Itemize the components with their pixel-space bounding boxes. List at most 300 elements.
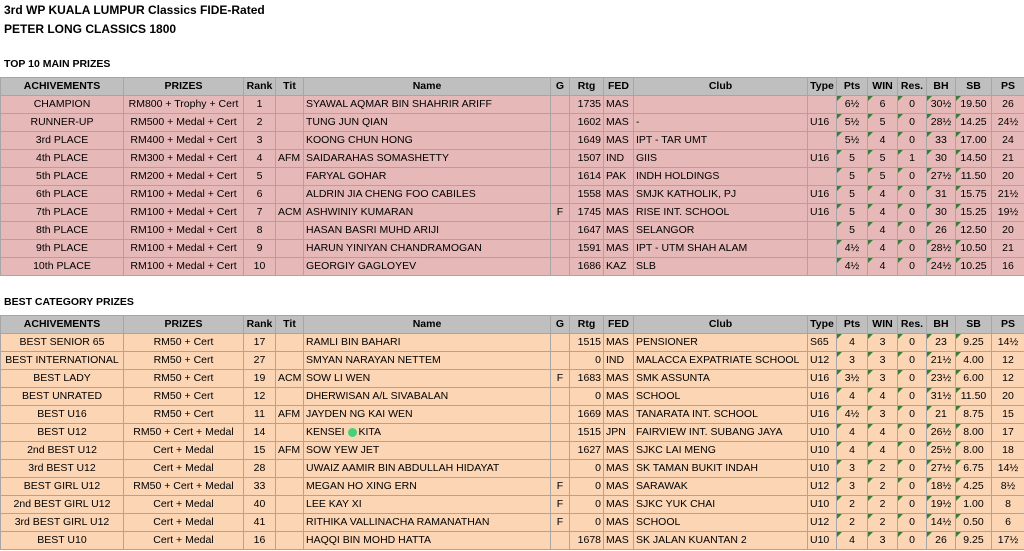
cell-result: 0 — [898, 334, 927, 352]
table-row — [1, 240, 1024, 258]
cell-gender — [551, 406, 570, 424]
cell-rank: 3 — [244, 132, 276, 150]
header-type: Type — [808, 78, 837, 96]
cell-wins: 4 — [868, 424, 898, 442]
header-progressive: PS — [992, 78, 1024, 96]
header-name: Name — [304, 78, 551, 96]
header-result: Res. — [898, 316, 927, 334]
cell-rating: 1647 — [570, 222, 604, 240]
cell-club: SJKC YUK CHAI — [634, 496, 808, 514]
cell-achievement: BEST INTERNATIONAL — [1, 352, 124, 370]
cell-type: U12 — [808, 514, 837, 532]
cell-name: GEORGIY GAGLOYEV — [304, 258, 551, 276]
cell-rank: 9 — [244, 240, 276, 258]
cell-rank: 1 — [244, 96, 276, 114]
cell-prizes: RM50 + Cert + Medal — [124, 424, 244, 442]
header-achievement: ACHIVEMENTS — [1, 316, 124, 334]
table-row — [1, 352, 1024, 370]
cell-name: UWAIZ AAMIR BIN ABDULLAH HIDAYAT — [304, 460, 551, 478]
cell-name: RITHIKA VALLINACHA RAMANATHAN — [304, 514, 551, 532]
cell-result: 1 — [898, 150, 927, 168]
header-sonneborn: SB — [956, 78, 992, 96]
cell-name: FARYAL GOHAR — [304, 168, 551, 186]
cell-achievement: 5th PLACE — [1, 168, 124, 186]
cell-sonneborn: 4.25 — [956, 478, 992, 496]
cell-marker-icon — [348, 428, 357, 437]
cell-title — [276, 96, 304, 114]
cell-wins: 3 — [868, 406, 898, 424]
cell-points: 3 — [837, 460, 868, 478]
cell-title — [276, 514, 304, 532]
cell-name: HARUN YINIYAN CHANDRAMOGAN — [304, 240, 551, 258]
cell-title — [276, 478, 304, 496]
header-rank: Rank — [244, 316, 276, 334]
cell-result: 0 — [898, 460, 927, 478]
cell-rating: 1602 — [570, 114, 604, 132]
cell-gender — [551, 96, 570, 114]
cell-progressive: 20 — [992, 222, 1024, 240]
cell-buchholz: 33 — [927, 132, 956, 150]
cell-wins: 3 — [868, 370, 898, 388]
cell-result: 0 — [898, 114, 927, 132]
cell-points: 3 — [837, 478, 868, 496]
cell-buchholz: 18½ — [927, 478, 956, 496]
cell-points: 5½ — [837, 132, 868, 150]
cell-wins: 2 — [868, 514, 898, 532]
cell-rating: 1678 — [570, 532, 604, 550]
cell-rating: 1649 — [570, 132, 604, 150]
table-row — [1, 388, 1024, 406]
header-rating: Rtg — [570, 316, 604, 334]
cell-points: 6½ — [837, 96, 868, 114]
cell-type — [808, 258, 837, 276]
cell-title: AFM — [276, 442, 304, 460]
cell-achievement: 4th PLACE — [1, 150, 124, 168]
cell-wins: 3 — [868, 532, 898, 550]
page-title: 3rd WP KUALA LUMPUR Classics FIDE-Rated — [4, 3, 265, 17]
main-prizes-table — [0, 77, 1024, 276]
cell-result: 0 — [898, 240, 927, 258]
cell-rank: 12 — [244, 388, 276, 406]
cell-achievement: 10th PLACE — [1, 258, 124, 276]
cell-club: SELANGOR — [634, 222, 808, 240]
cell-wins: 2 — [868, 478, 898, 496]
table-row — [1, 442, 1024, 460]
cell-buchholz: 24½ — [927, 258, 956, 276]
cell-points: 4 — [837, 532, 868, 550]
cell-prizes: RM50 + Cert — [124, 370, 244, 388]
cell-buchholz: 26½ — [927, 424, 956, 442]
header-rank: Rank — [244, 78, 276, 96]
cell-rating: 1745 — [570, 204, 604, 222]
main-prizes-heading: TOP 10 MAIN PRIZES — [4, 58, 111, 70]
table-row — [1, 532, 1024, 550]
header-progressive: PS — [992, 316, 1024, 334]
cell-rank: 33 — [244, 478, 276, 496]
cell-type: U16 — [808, 114, 837, 132]
page-subtitle: PETER LONG CLASSICS 1800 — [4, 22, 177, 36]
cell-wins: 4 — [868, 132, 898, 150]
cell-points: 3 — [837, 352, 868, 370]
cell-title — [276, 168, 304, 186]
cell-wins: 3 — [868, 352, 898, 370]
cell-type: U16 — [808, 370, 837, 388]
cell-gender — [551, 114, 570, 132]
header-achievement: ACHIVEMENTS — [1, 78, 124, 96]
cell-gender — [551, 442, 570, 460]
cell-sonneborn: 6.75 — [956, 460, 992, 478]
cell-wins: 2 — [868, 460, 898, 478]
table-row — [1, 204, 1024, 222]
cell-points: 4 — [837, 424, 868, 442]
cell-rating: 1614 — [570, 168, 604, 186]
header-buchholz: BH — [927, 316, 956, 334]
cell-sonneborn: 10.50 — [956, 240, 992, 258]
cell-club: INDH HOLDINGS — [634, 168, 808, 186]
cell-federation: MAS — [604, 222, 634, 240]
cell-rating: 1558 — [570, 186, 604, 204]
cell-gender — [551, 460, 570, 478]
cell-buchholz: 27½ — [927, 460, 956, 478]
cell-points: 5 — [837, 186, 868, 204]
cell-federation: MAS — [604, 114, 634, 132]
cell-points: 3½ — [837, 370, 868, 388]
cell-title: ACM — [276, 204, 304, 222]
cell-rank: 10 — [244, 258, 276, 276]
cell-wins: 2 — [868, 496, 898, 514]
header-title: Tit — [276, 316, 304, 334]
cell-rank: 5 — [244, 168, 276, 186]
cell-points: 5 — [837, 222, 868, 240]
cell-progressive: 21 — [992, 150, 1024, 168]
cell-result: 0 — [898, 204, 927, 222]
cell-achievement: 8th PLACE — [1, 222, 124, 240]
cell-gender — [551, 240, 570, 258]
cell-federation: MAS — [604, 370, 634, 388]
cell-title — [276, 186, 304, 204]
cell-type — [808, 240, 837, 258]
cell-sonneborn: 15.75 — [956, 186, 992, 204]
header-sonneborn: SB — [956, 316, 992, 334]
cell-rating: 1507 — [570, 150, 604, 168]
cell-buchholz: 19½ — [927, 496, 956, 514]
cell-sonneborn: 4.00 — [956, 352, 992, 370]
header-wins: WIN — [868, 316, 898, 334]
cell-result: 0 — [898, 258, 927, 276]
cell-result: 0 — [898, 352, 927, 370]
cell-federation: MAS — [604, 388, 634, 406]
cell-type: U10 — [808, 460, 837, 478]
cell-wins: 6 — [868, 96, 898, 114]
cell-result: 0 — [898, 222, 927, 240]
cell-type — [808, 222, 837, 240]
cell-rank: 6 — [244, 186, 276, 204]
cell-prizes: Cert + Medal — [124, 532, 244, 550]
cell-wins: 4 — [868, 442, 898, 460]
cell-sonneborn: 11.50 — [956, 168, 992, 186]
cell-type — [808, 96, 837, 114]
cell-gender — [551, 258, 570, 276]
cell-name: LEE KAY XI — [304, 496, 551, 514]
cell-wins: 4 — [868, 222, 898, 240]
table-row — [1, 496, 1024, 514]
cell-progressive: 14½ — [992, 460, 1024, 478]
cell-rank: 4 — [244, 150, 276, 168]
cell-type: U10 — [808, 532, 837, 550]
cell-club: SMK ASSUNTA — [634, 370, 808, 388]
cell-achievement: CHAMPION — [1, 96, 124, 114]
cell-rank: 14 — [244, 424, 276, 442]
cell-buchholz: 14½ — [927, 514, 956, 532]
cell-points: 4½ — [837, 258, 868, 276]
cell-federation: MAS — [604, 334, 634, 352]
cell-progressive: 17½ — [992, 532, 1024, 550]
cell-club: SCHOOL — [634, 388, 808, 406]
cell-title — [276, 222, 304, 240]
cell-achievement: BEST SENIOR 65 — [1, 334, 124, 352]
cell-achievement: 3rd BEST GIRL U12 — [1, 514, 124, 532]
cell-name: RAMLI BIN BAHARI — [304, 334, 551, 352]
cell-prizes: Cert + Medal — [124, 442, 244, 460]
cell-progressive: 12 — [992, 352, 1024, 370]
cell-title: ACM — [276, 370, 304, 388]
cell-points: 4½ — [837, 406, 868, 424]
table-row — [1, 424, 1024, 442]
cell-prizes: RM500 + Medal + Cert — [124, 114, 244, 132]
cell-club: FAIRVIEW INT. SUBANG JAYA — [634, 424, 808, 442]
cell-sonneborn: 9.25 — [956, 532, 992, 550]
cell-sonneborn: 6.00 — [956, 370, 992, 388]
cell-federation: MAS — [604, 460, 634, 478]
table-row — [1, 168, 1024, 186]
table-row — [1, 478, 1024, 496]
main-header-row — [1, 78, 1024, 96]
cell-achievement: 2nd BEST GIRL U12 — [1, 496, 124, 514]
cell-club: SARAWAK — [634, 478, 808, 496]
cell-prizes: RM50 + Cert — [124, 406, 244, 424]
cell-buchholz: 28½ — [927, 114, 956, 132]
cell-progressive: 21 — [992, 240, 1024, 258]
cell-progressive: 15 — [992, 406, 1024, 424]
table-row — [1, 258, 1024, 276]
cell-name: SOW YEW JET — [304, 442, 551, 460]
cell-result: 0 — [898, 424, 927, 442]
cell-name: TUNG JUN QIAN — [304, 114, 551, 132]
cell-federation: MAS — [604, 496, 634, 514]
cell-result: 0 — [898, 514, 927, 532]
cell-title — [276, 388, 304, 406]
cell-title — [276, 240, 304, 258]
header-federation: FED — [604, 78, 634, 96]
cell-club: SMJK KATHOLIK, PJ — [634, 186, 808, 204]
cell-prizes: Cert + Medal — [124, 460, 244, 478]
cell-buchholz: 31 — [927, 186, 956, 204]
cell-progressive: 19½ — [992, 204, 1024, 222]
cell-type — [808, 132, 837, 150]
cell-sonneborn: 8.00 — [956, 442, 992, 460]
cell-points: 2 — [837, 514, 868, 532]
cell-buchholz: 28½ — [927, 240, 956, 258]
table-row — [1, 406, 1024, 424]
cell-name: JAYDEN NG KAI WEN — [304, 406, 551, 424]
cell-rating: 1683 — [570, 370, 604, 388]
cell-name: SMYAN NARAYAN NETTEM — [304, 352, 551, 370]
cell-sonneborn: 10.25 — [956, 258, 992, 276]
cell-title — [276, 460, 304, 478]
cell-club: SK TAMAN BUKIT INDAH — [634, 460, 808, 478]
table-row — [1, 150, 1024, 168]
cell-prizes: RM50 + Cert — [124, 352, 244, 370]
header-gender: G — [551, 78, 570, 96]
header-type: Type — [808, 316, 837, 334]
cell-gender — [551, 424, 570, 442]
cell-result: 0 — [898, 370, 927, 388]
cell-title — [276, 334, 304, 352]
header-points: Pts — [837, 316, 868, 334]
cell-sonneborn: 9.25 — [956, 334, 992, 352]
cell-achievement: 6th PLACE — [1, 186, 124, 204]
cell-federation: MAS — [604, 478, 634, 496]
header-points: Pts — [837, 78, 868, 96]
cell-rating: 1669 — [570, 406, 604, 424]
cell-rank: 7 — [244, 204, 276, 222]
cell-wins: 4 — [868, 204, 898, 222]
cell-name: MEGAN HO XING ERN — [304, 478, 551, 496]
header-gender: G — [551, 316, 570, 334]
cell-result: 0 — [898, 496, 927, 514]
cell-sonneborn: 1.00 — [956, 496, 992, 514]
cell-rating: 1515 — [570, 334, 604, 352]
header-result: Res. — [898, 78, 927, 96]
header-federation: FED — [604, 316, 634, 334]
cell-federation: MAS — [604, 406, 634, 424]
cell-rating: 1515 — [570, 424, 604, 442]
cell-achievement: 9th PLACE — [1, 240, 124, 258]
cell-points: 4 — [837, 388, 868, 406]
cell-buchholz: 27½ — [927, 168, 956, 186]
cell-points: 2 — [837, 496, 868, 514]
cell-result: 0 — [898, 96, 927, 114]
cell-progressive: 6 — [992, 514, 1024, 532]
cell-sonneborn: 17.00 — [956, 132, 992, 150]
cell-result: 0 — [898, 388, 927, 406]
cell-federation: MAS — [604, 204, 634, 222]
cell-progressive: 16 — [992, 258, 1024, 276]
cell-gender — [551, 334, 570, 352]
cell-name: SAIDARAHAS SOMASHETTY — [304, 150, 551, 168]
cell-type: U10 — [808, 424, 837, 442]
cell-buchholz: 30 — [927, 204, 956, 222]
cell-prizes: RM100 + Medal + Cert — [124, 222, 244, 240]
cell-gender — [551, 168, 570, 186]
cell-type: S65 — [808, 334, 837, 352]
cell-progressive: 18 — [992, 442, 1024, 460]
cell-result: 0 — [898, 406, 927, 424]
cell-prizes: Cert + Medal — [124, 514, 244, 532]
cell-prizes: RM300 + Medal + Cert — [124, 150, 244, 168]
table-row — [1, 96, 1024, 114]
cell-prizes: RM100 + Medal + Cert — [124, 240, 244, 258]
cell-gender — [551, 352, 570, 370]
cell-federation: JPN — [604, 424, 634, 442]
cell-result: 0 — [898, 168, 927, 186]
cell-type — [808, 168, 837, 186]
cell-points: 4 — [837, 442, 868, 460]
cell-buchholz: 26 — [927, 532, 956, 550]
cell-points: 5½ — [837, 114, 868, 132]
cell-achievement: 2nd BEST U12 — [1, 442, 124, 460]
cell-federation: KAZ — [604, 258, 634, 276]
cell-club: SK JALAN KUANTAN 2 — [634, 532, 808, 550]
cell-prizes: RM800 + Trophy + Cert — [124, 96, 244, 114]
cell-sonneborn: 19.50 — [956, 96, 992, 114]
header-name: Name — [304, 316, 551, 334]
cell-points: 5 — [837, 168, 868, 186]
cell-prizes: RM100 + Medal + Cert — [124, 186, 244, 204]
cell-title — [276, 532, 304, 550]
cell-achievement: BEST U16 — [1, 406, 124, 424]
table-row — [1, 460, 1024, 478]
cell-result: 0 — [898, 442, 927, 460]
cell-rating: 0 — [570, 460, 604, 478]
cell-type: U16 — [808, 186, 837, 204]
cell-wins: 5 — [868, 150, 898, 168]
main-prizes-body — [1, 96, 1024, 276]
cell-progressive: 21½ — [992, 186, 1024, 204]
cell-achievement: BEST U10 — [1, 532, 124, 550]
cell-federation: MAS — [604, 532, 634, 550]
cell-sonneborn: 0.50 — [956, 514, 992, 532]
cell-type: U10 — [808, 496, 837, 514]
cell-name: ALDRIN JIA CHENG FOO CABILES — [304, 186, 551, 204]
cell-title — [276, 352, 304, 370]
cell-progressive: 20 — [992, 168, 1024, 186]
cell-rank: 19 — [244, 370, 276, 388]
cell-wins: 4 — [868, 186, 898, 204]
cell-wins: 5 — [868, 114, 898, 132]
cell-prizes: Cert + Medal — [124, 496, 244, 514]
cell-points: 4½ — [837, 240, 868, 258]
cell-wins: 3 — [868, 334, 898, 352]
cell-gender: F — [551, 478, 570, 496]
cell-title — [276, 132, 304, 150]
cell-club: SJKC LAI MENG — [634, 442, 808, 460]
cell-wins: 4 — [868, 240, 898, 258]
cell-gender: F — [551, 496, 570, 514]
cell-rank: 40 — [244, 496, 276, 514]
cell-gender — [551, 132, 570, 150]
cell-club — [634, 96, 808, 114]
cell-gender — [551, 150, 570, 168]
header-wins: WIN — [868, 78, 898, 96]
cell-result: 0 — [898, 132, 927, 150]
cell-prizes: RM100 + Medal + Cert — [124, 204, 244, 222]
cell-title — [276, 114, 304, 132]
cell-buchholz: 21 — [927, 406, 956, 424]
cell-points: 5 — [837, 150, 868, 168]
cell-progressive: 12 — [992, 370, 1024, 388]
cell-name: HAQQI BIN MOHD HATTA — [304, 532, 551, 550]
table-row — [1, 186, 1024, 204]
cell-achievement: RUNNER-UP — [1, 114, 124, 132]
cell-achievement: 7th PLACE — [1, 204, 124, 222]
cell-sonneborn: 12.50 — [956, 222, 992, 240]
header-rating: Rtg — [570, 78, 604, 96]
table-row — [1, 370, 1024, 388]
cell-progressive: 8½ — [992, 478, 1024, 496]
table-row — [1, 132, 1024, 150]
cell-type: U16 — [808, 204, 837, 222]
